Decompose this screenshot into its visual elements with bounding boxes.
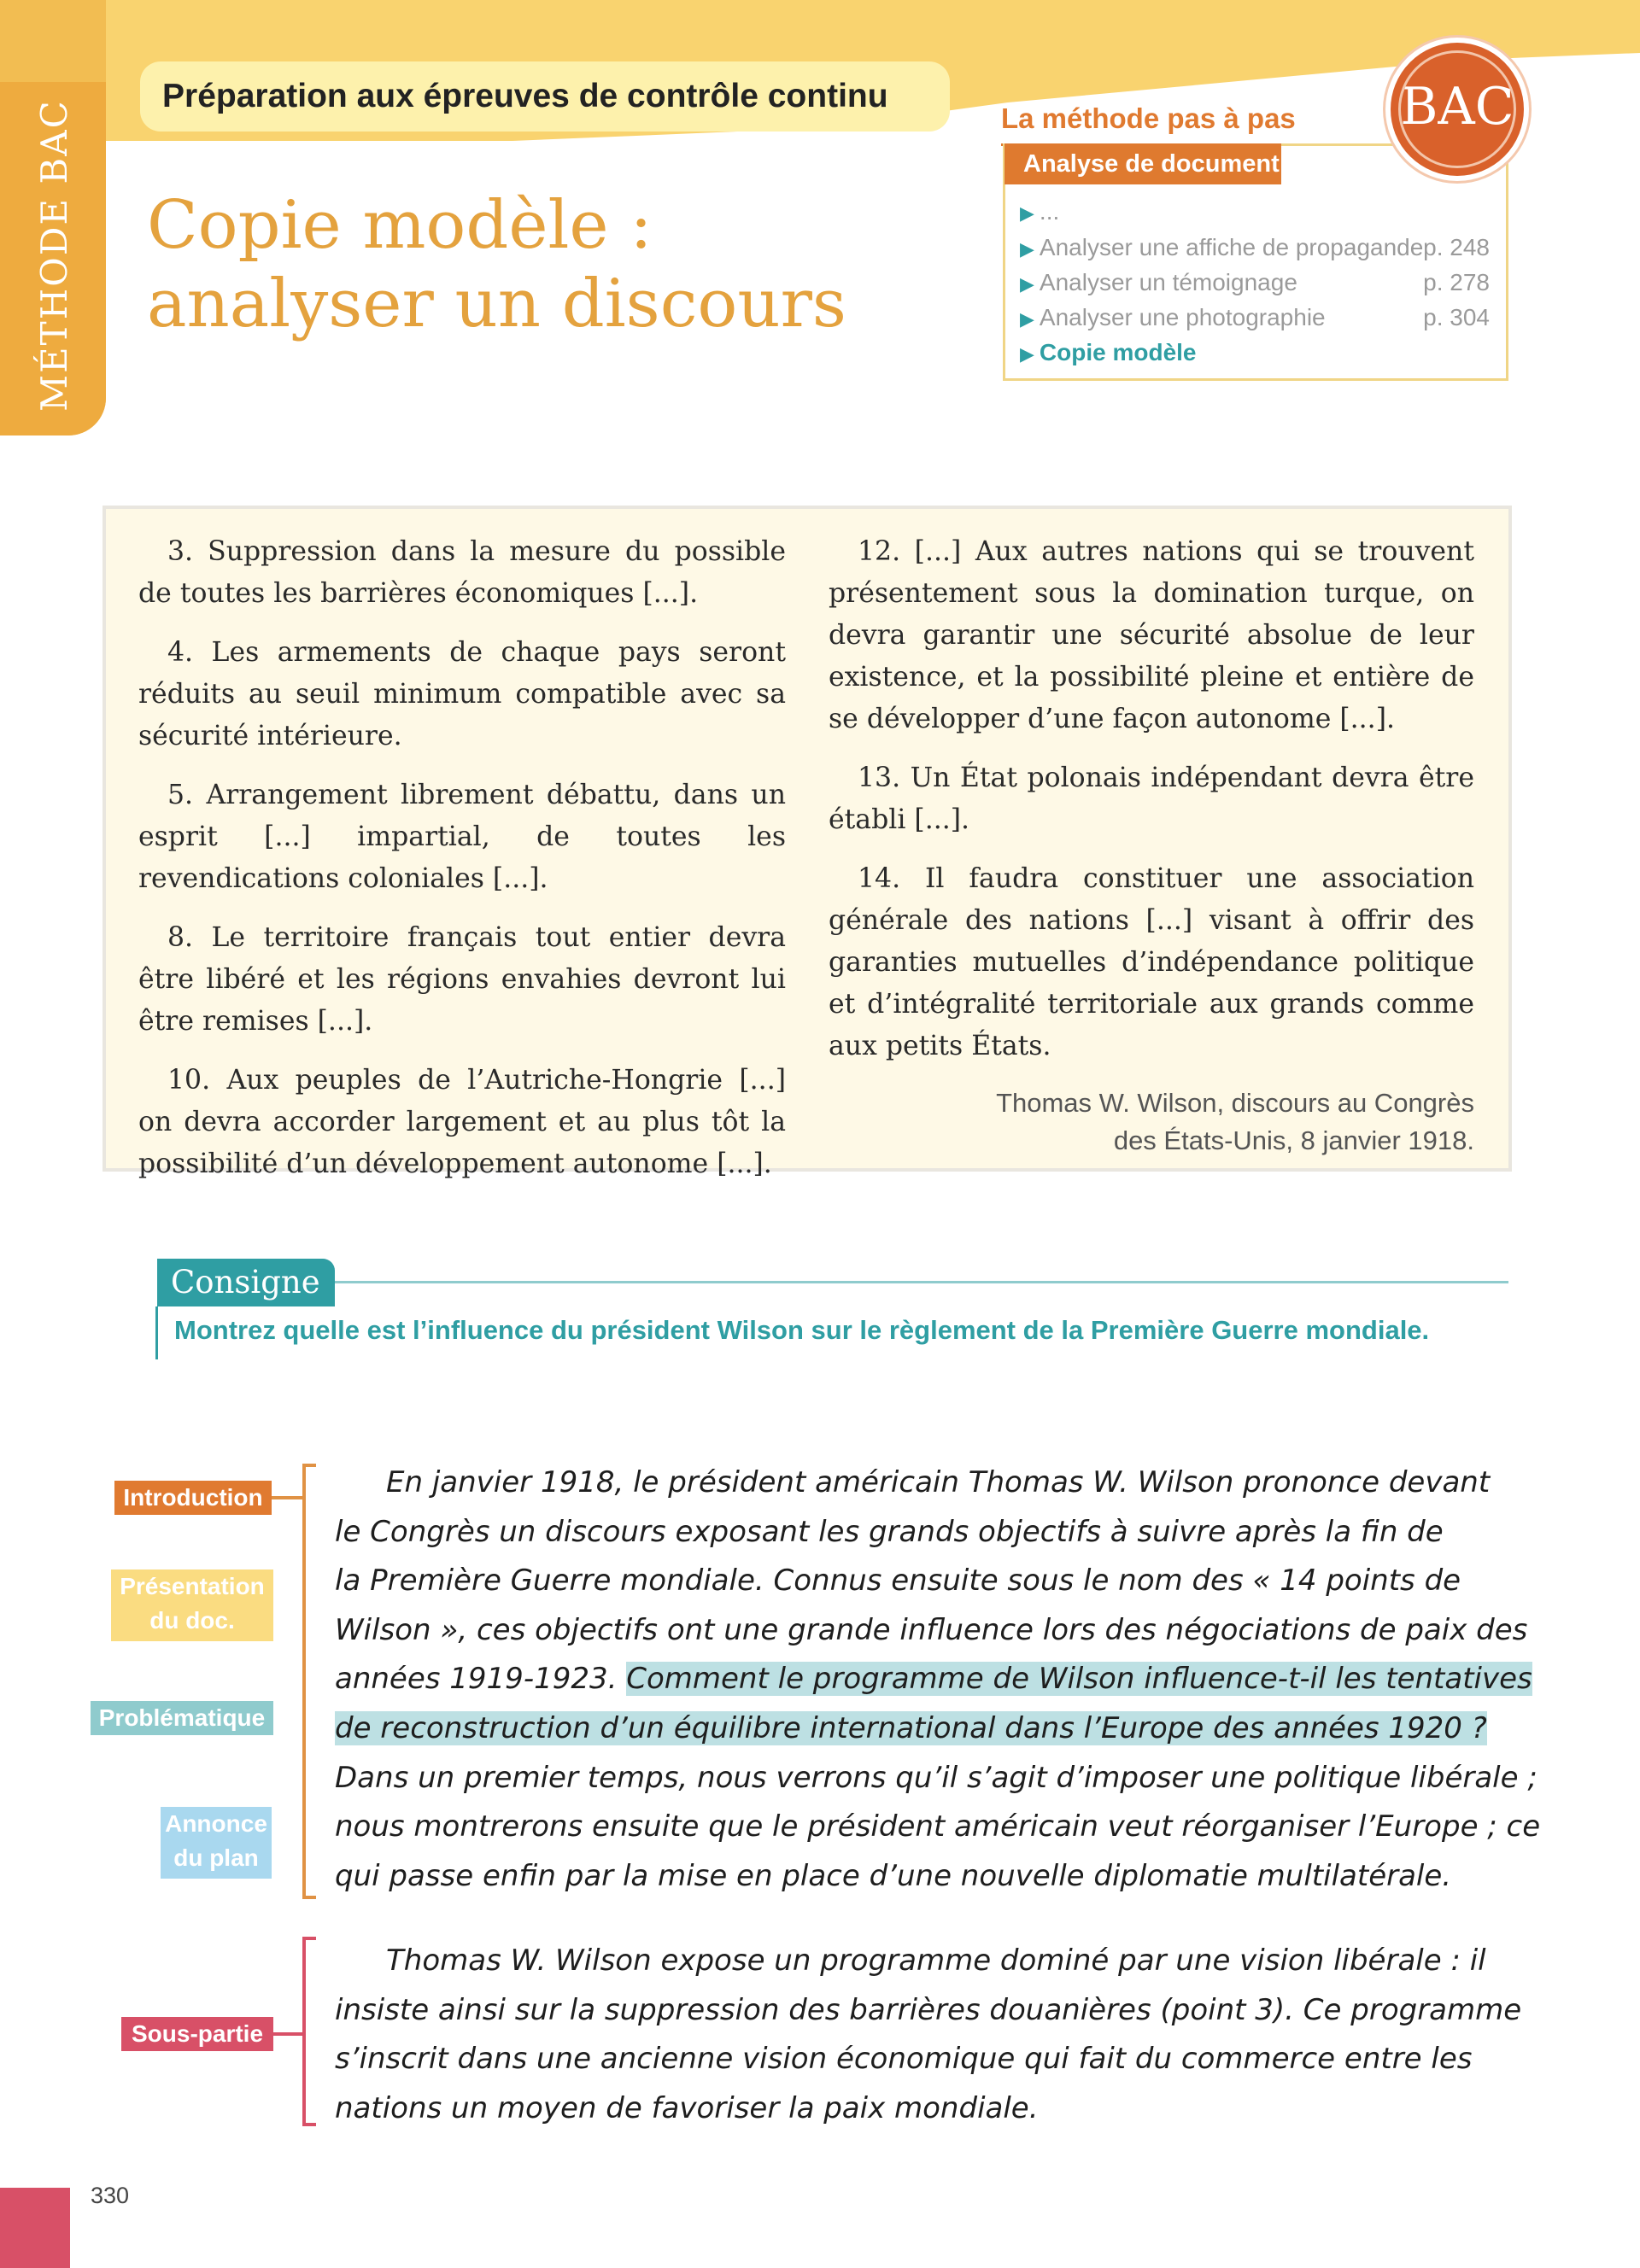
method-item[interactable]: ▶ Analyser une affiche de propagande p. 248 — [1020, 234, 1490, 260]
method-heading: La méthode pas à pas — [1001, 102, 1296, 134]
page-title — [147, 186, 1001, 343]
document-source-line: Thomas W. Wilson, discours au Congrès — [996, 1088, 1474, 1118]
answer-line: qui passe enfin par la mise en place d’une nouvelle diplomatie multilatérale. — [335, 1858, 1452, 1893]
bracket-connector — [273, 2032, 304, 2036]
side-label: MÉTHODE BAC — [33, 99, 75, 412]
prep-banner: Préparation aux épreuves de contrôle continu — [140, 61, 950, 132]
consigne-rule — [155, 1306, 158, 1359]
triangle-right-icon: ▶ — [1020, 273, 1034, 295]
page-title-line1: Copie modèle : — [147, 187, 653, 264]
document-paragraph: 13. Un État polonais indépendant devra être établi [...]. — [829, 763, 1474, 835]
answer-line: Wilson », ces objectifs ont une grande influence lors des négociations de paix des — [335, 1612, 1528, 1647]
footer-bar — [0, 2188, 70, 2268]
tag-presentation: Présentation du doc. — [111, 1569, 273, 1641]
method-item[interactable]: ▶ ... — [1020, 198, 1060, 225]
triangle-right-icon: ▶ — [1020, 202, 1034, 224]
document-paragraph: 14. Il faudra constituer une association générale des nations [...] visant à offrir des garanties mutuelles d’indépendance politique et d’intégralité territoriale aux grands comme aux petits États. — [829, 863, 1474, 1061]
answer-line: s’inscrit dans une ancienne vision économique qui fait du commerce entre les — [335, 2042, 1473, 2077]
tag-problematique: Problématique — [91, 1701, 273, 1735]
answer-line: années 1919-1923. Comment le programme de Wilson influence-t-il les tentatives — [335, 1662, 1532, 1697]
tag-annonce-plan: Annonce du plan — [161, 1807, 272, 1879]
page-title-line2: analyser un discours — [147, 266, 846, 342]
document-source-line: des États-Unis, 8 janvier 1918. — [1113, 1125, 1474, 1155]
page-number: 330 — [91, 2183, 130, 2208]
document-paragraph: 12. [...] Aux autres nations qui se trouvent présentement sous la domination turque, on devra garantir une sécurité absolue de leur existence, et la possibilité pleine et entière de se développer d’une façon autonome [...]. — [829, 536, 1474, 734]
bracket-sous-partie — [302, 1937, 316, 2126]
document-column-left — [138, 531, 786, 1202]
method-tag: Analyse de document — [1004, 143, 1281, 184]
answer-line: nations un moyen de favoriser la paix mondiale. — [335, 2090, 1039, 2125]
document-paragraph: 5. Arrangement librement débattu, dans un esprit [...] impartial, de toutes les revendications coloniales [...]. — [138, 780, 786, 894]
document-paragraph: 8. Le territoire français tout entier devra être libéré et les régions envahies devront lui être remises [...]. — [138, 922, 786, 1037]
tag-sous-partie: Sous-partie — [121, 2017, 273, 2051]
triangle-right-icon: ▶ — [1020, 238, 1034, 260]
triangle-right-icon: ▶ — [1020, 343, 1034, 365]
answer-line: En janvier 1918, le président américain Thomas W. Wilson prononce devant — [386, 1465, 1491, 1499]
problematique-highlight: Comment le programme de Wilson influence-t-il les tentatives — [626, 1662, 1532, 1697]
answer-line: la Première Guerre mondiale. Connus ensuite sous le nom des « 14 points de — [335, 1564, 1461, 1599]
consigne-label: Consigne — [157, 1259, 335, 1306]
document-paragraph: 10. Aux peuples de l’Autriche-Hongrie [...] on devra accorder largement et au plus tôt la possibilité d’un développement autonome [...]. — [138, 1065, 786, 1179]
bracket-connector — [272, 1496, 304, 1499]
method-item-current[interactable]: ▶ Copie modèle — [1020, 339, 1197, 365]
answer-line: le Congrès un discours exposant les grands objectifs à suivre après la fin de — [335, 1514, 1444, 1549]
triangle-right-icon: ▶ — [1020, 308, 1034, 330]
answer-sous-partie — [335, 1937, 1522, 2133]
bac-badge-ring — [1398, 50, 1516, 168]
method-item[interactable]: ▶ Analyser un témoignage p. 278 — [1020, 269, 1490, 295]
answer-line: insiste ainsi sur la suppression des barrières douanières (point 3). Ce programme — [335, 1992, 1522, 2027]
document-paragraph: 3. Suppression dans la mesure du possible de toutes les barrières économiques [...]. — [138, 536, 786, 609]
method-item[interactable]: ▶ Analyser une photographie p. 304 — [1020, 304, 1490, 330]
consigne-text: Montrez quelle est l’influence du président Wilson sur le règlement de la Première Guerre mondiale. — [174, 1315, 1430, 1345]
tag-introduction: Introduction — [114, 1481, 272, 1515]
answer-line: nous montrerons ensuite que le président américain veut réorganiser l’Europe ; ce — [335, 1809, 1541, 1844]
document-paragraph: 4. Les armements de chaque pays seront réduits au seuil minimum compatible avec sa sécurité intérieure. — [138, 637, 786, 751]
document-column-right — [829, 531, 1474, 1160]
document-source — [829, 1084, 1474, 1160]
bac-badge: BAC — [1385, 38, 1529, 181]
answer-line: Dans un premier temps, nous verrons qu’il s’agit d’imposer une politique libérale ; — [335, 1760, 1538, 1795]
problematique-highlight: de reconstruction d’un équilibre international dans l’Europe des années 1920 ? — [335, 1710, 1487, 1745]
bracket-introduction — [302, 1464, 316, 1899]
answer-introduction — [335, 1458, 1541, 1901]
consigne-divider — [335, 1281, 1508, 1283]
answer-line — [335, 1704, 1514, 1754]
answer-line: Thomas W. Wilson expose un programme dominé par une vision libérale : il — [386, 1944, 1486, 1978]
